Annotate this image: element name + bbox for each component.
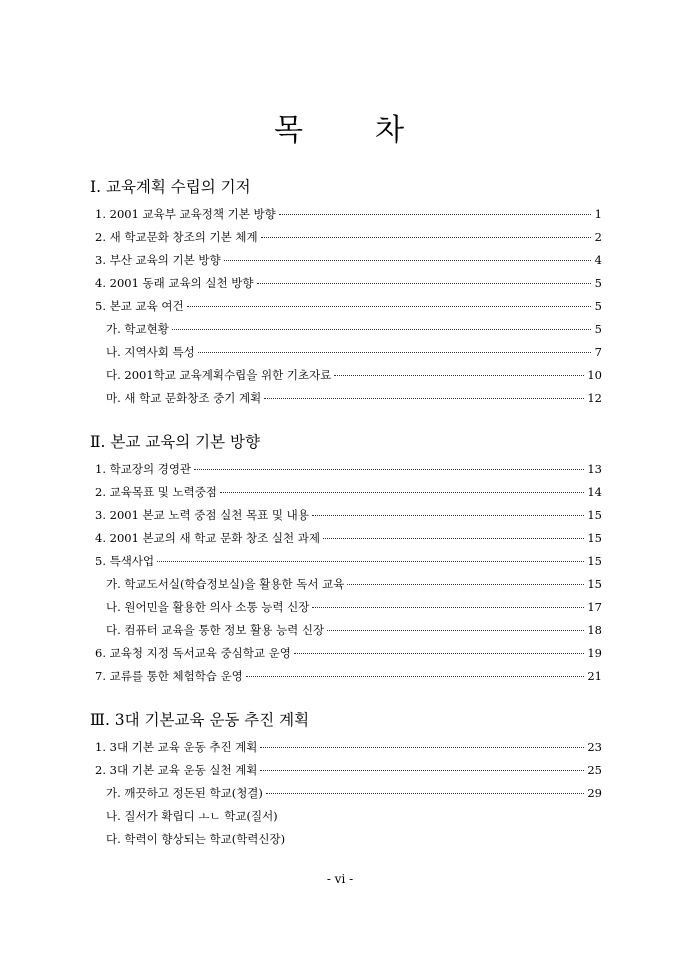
toc-entry-page: 15 xyxy=(587,554,602,568)
toc-entry-title: 3. 2001 본교 노력 중점 실천 목표 및 내용 xyxy=(95,508,309,522)
toc-entry[interactable] xyxy=(90,458,602,481)
toc-entry[interactable] xyxy=(90,504,602,527)
toc-entry[interactable] xyxy=(90,203,602,226)
toc-entry-title: 나. 질서가 확립디 ㅗㄴ 학교(질서) xyxy=(106,809,278,823)
toc-entry-page: 1 xyxy=(594,207,602,221)
toc-entry[interactable] xyxy=(90,759,602,782)
toc-entry-title: 가. 학교현황 xyxy=(106,322,169,336)
toc-entry[interactable] xyxy=(90,295,602,318)
toc-entry[interactable] xyxy=(90,619,602,642)
toc-entry[interactable] xyxy=(90,341,602,364)
toc-entry[interactable] xyxy=(90,596,602,619)
toc-entry-title: 3. 부산 교육의 기본 방향 xyxy=(95,253,221,267)
dot-leader xyxy=(327,630,584,631)
dot-leader xyxy=(172,329,591,330)
section-heading: Ⅲ. 3대 기본교육 운동 추진 계획 xyxy=(90,711,310,729)
toc-entry[interactable] xyxy=(90,782,602,805)
page-title xyxy=(0,105,680,149)
toc-entry-page: 29 xyxy=(587,786,602,800)
toc-entry-page: 5 xyxy=(594,322,602,336)
toc-entry[interactable] xyxy=(90,573,602,596)
toc-entry-page: 14 xyxy=(587,485,602,499)
section-heading: Ⅱ. 본교 교육의 기본 방향 xyxy=(90,433,260,451)
toc-entry-page: 10 xyxy=(587,368,602,382)
toc-entry-page: 15 xyxy=(587,531,602,545)
toc-entry-title: 5. 본교 교육 여건 xyxy=(95,299,184,313)
toc-entry-title: 가. 깨끗하고 정돈된 학교(청결) xyxy=(106,786,263,800)
title-right-char: 차 xyxy=(375,113,406,148)
toc-entry-page: 23 xyxy=(587,740,602,754)
toc-entry-page: 7 xyxy=(594,345,602,359)
toc-entry-title: 6. 교육청 지정 독서교육 중심학교 운영 xyxy=(95,646,291,660)
toc-entry-title: 5. 특색사업 xyxy=(95,554,155,568)
dot-leader xyxy=(347,584,584,585)
toc-entry[interactable] xyxy=(90,805,602,828)
toc-entry-page: 21 xyxy=(587,669,602,683)
dot-leader xyxy=(257,283,592,284)
toc-entry-title: 1. 학교장의 경영관 xyxy=(95,462,192,476)
toc-entry-page: 2 xyxy=(594,230,602,244)
toc-section xyxy=(90,708,602,851)
toc-entry-page: 18 xyxy=(587,623,602,637)
toc-entry[interactable] xyxy=(90,527,602,550)
toc-entry[interactable] xyxy=(90,736,602,759)
dot-leader xyxy=(198,352,591,353)
toc-entry-title: 4. 2001 본교의 새 학교 문화 창조 실천 과제 xyxy=(95,531,321,545)
dot-leader xyxy=(266,793,584,794)
toc-entry-page: 15 xyxy=(587,508,602,522)
toc-entry-title: 2. 3대 기본 교육 운동 실천 계획 xyxy=(95,763,258,777)
toc-entry-page: 25 xyxy=(587,763,602,777)
toc-entry[interactable] xyxy=(90,642,602,665)
dot-leader xyxy=(261,237,591,238)
dot-leader xyxy=(312,515,584,516)
dot-leader xyxy=(220,492,584,493)
page-number-footer: - vi - xyxy=(326,872,354,886)
dot-leader xyxy=(260,770,584,771)
toc-entry-title: 나. 원어민을 활용한 의사 소통 능력 신장 xyxy=(106,600,310,614)
toc-entry-page: 5 xyxy=(594,276,602,290)
toc-entry[interactable] xyxy=(90,226,602,249)
toc-entry-page: 19 xyxy=(587,646,602,660)
dot-leader xyxy=(334,375,584,376)
dot-leader xyxy=(246,676,585,677)
toc-entry-title: 1. 3대 기본 교육 운동 추진 계획 xyxy=(95,740,258,754)
toc-entry-title: 4. 2001 동래 교육의 실천 방향 xyxy=(95,276,254,290)
dot-leader xyxy=(187,306,591,307)
dot-leader xyxy=(279,214,591,215)
toc-entry-page: 5 xyxy=(594,299,602,313)
toc-entry[interactable] xyxy=(90,272,602,295)
toc-entry-title: 다. 학력이 향상되는 학교(학력신장) xyxy=(106,832,286,846)
toc-entry[interactable] xyxy=(90,318,602,341)
toc-entry[interactable] xyxy=(90,481,602,504)
toc-section xyxy=(90,430,602,688)
toc-entry[interactable] xyxy=(90,665,602,688)
dot-leader xyxy=(157,561,584,562)
toc-entry-page: 13 xyxy=(587,462,602,476)
toc-entry-title: 나. 지역사회 특성 xyxy=(106,345,195,359)
toc-entry[interactable] xyxy=(90,364,602,387)
toc-entry[interactable] xyxy=(90,828,602,851)
title-left-char: 목 xyxy=(274,113,305,148)
toc-entry[interactable] xyxy=(90,387,602,410)
toc-entry-title: 다. 컴퓨터 교육을 통한 정보 활용 능력 신장 xyxy=(106,623,325,637)
toc-entry-title: 2. 교육목표 및 노력중점 xyxy=(95,485,217,499)
dot-leader xyxy=(323,538,584,539)
toc-entry[interactable] xyxy=(90,249,602,272)
dot-leader xyxy=(312,607,584,608)
dot-leader xyxy=(264,398,584,399)
dot-leader xyxy=(194,469,584,470)
toc-entry-page: 15 xyxy=(587,577,602,591)
dot-leader xyxy=(260,747,584,748)
toc-entry-title: 2. 새 학교문화 창조의 기본 체계 xyxy=(95,230,258,244)
toc-entry-title: 1. 2001 교육부 교육정책 기본 방향 xyxy=(95,207,276,221)
toc-section xyxy=(90,175,602,410)
dot-leader xyxy=(294,653,584,654)
toc-entry-page: 4 xyxy=(594,253,602,267)
toc-entry-title: 가. 학교도서실(학습정보실)을 활용한 독서 교육 xyxy=(106,577,345,591)
toc-entry-title: 마. 새 학교 문화창조 중기 계획 xyxy=(106,391,262,405)
section-heading: Ⅰ. 교육계획 수립의 기저 xyxy=(90,178,251,196)
toc-entry-page: 17 xyxy=(587,600,602,614)
toc-entry-page: 12 xyxy=(587,391,602,405)
dot-leader xyxy=(224,260,591,261)
toc-entry-title: 다. 2001학교 교육계획수립을 위한 기초자료 xyxy=(106,368,332,382)
toc-entry-title: 7. 교류를 통한 체험학습 운영 xyxy=(95,669,243,683)
toc-entry[interactable] xyxy=(90,550,602,573)
